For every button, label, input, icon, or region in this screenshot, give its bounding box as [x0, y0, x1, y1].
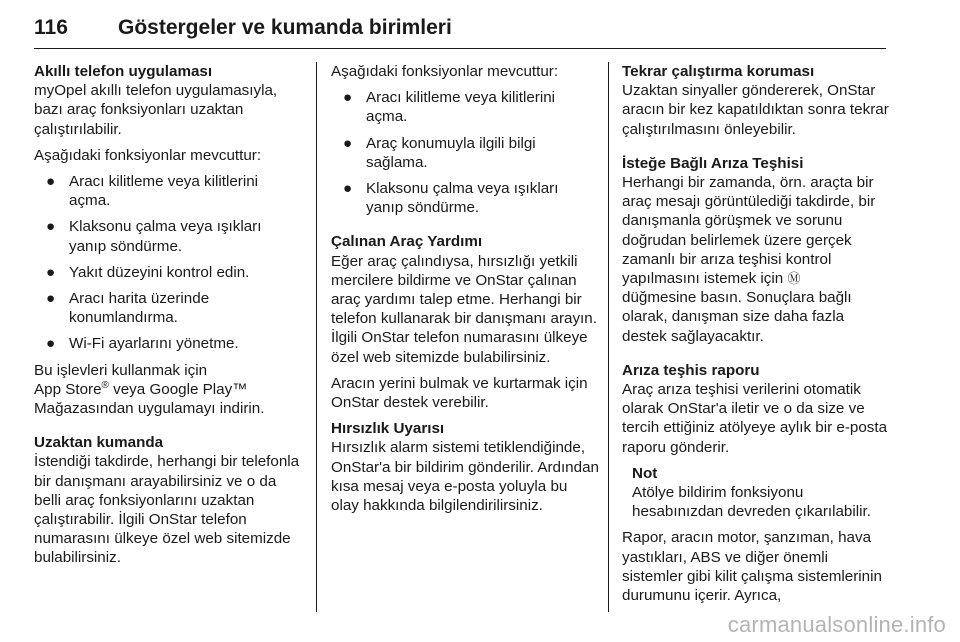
section-heading-remote-control: Uzaktan kumanda — [34, 434, 164, 452]
paragraph: Hırsızlık alarm sistemi tetiklendiğinde, OnStar'a bir bildirim gönderilir. Ardından kısa mesaj veya e-posta yoluyla bu olay hakkında bilgilendirilirsiniz. — [331, 439, 599, 515]
section-heading-diagnostic-report: Arıza teşhis raporu — [622, 361, 760, 379]
section-heading-stolen-vehicle: Çalınan Araç Yardımı — [331, 233, 483, 251]
paragraph: Aşağıdaki fonksiyonlar mevcuttur: — [34, 146, 262, 164]
section-heading-theft-alert: Hırsızlık Uyarısı — [331, 420, 445, 438]
list-item: ● Klaksonu çalma veya ışıkları yanıp söndürme. — [343, 180, 559, 217]
bullet-list — [331, 88, 599, 217]
paragraph: Uzaktan sinyaller göndererek, OnStar aracın bir kez kapatıldıktan sonra tekrar çalıştırılmasını önleyebilir. — [622, 82, 889, 138]
note-heading: Not — [632, 464, 658, 482]
column-divider — [316, 62, 317, 612]
list-item: ● Araç konumuyla ilgili bilgi sağlama. — [343, 134, 536, 171]
section-heading-restart-protection: Tekrar çalıştırma koruması — [622, 63, 815, 80]
list-item: ● Aracı harita üzerinde konumlandırma. — [46, 290, 210, 327]
paragraph: Rapor, aracın motor, şanzıman, hava yastıkları, ABS ve diğer önemli sistemler gibi kilit çalışma sistemlerinin durumunu içerir. Ayrıca, — [622, 529, 882, 605]
paragraph: Aracın yerini bulmak ve kurtarmak için OnStar destek verebilir. — [331, 374, 588, 412]
paragraph: Eğer araç çalındıysa, hırsızlığı yetkili mercilere bildirme ve OnStar çalınan araç yardımı talep etme. Herhangi bir telefon kullanarak bir danışmanı arayın. İlgili OnStar telefon numarasını ülkeye özel web sitemizde bulabilirsiniz. — [331, 252, 597, 366]
list-item: ● Aracı kilitleme veya kilitlerini açma. — [46, 173, 259, 210]
column-2 — [331, 62, 599, 522]
list-item: ● Yakıt düzeyini kontrol edin. — [46, 263, 250, 281]
list-item: ● Klaksonu çalma veya ışıkları yanıp söndürme. — [46, 218, 262, 255]
page-header — [34, 8, 886, 49]
note-text: Atölye bildirim fonksiyonu hesabınızdan devreden çıkarılabilir. — [632, 484, 871, 521]
paragraph: İstendiği takdirde, herhangi bir telefonla bir danışmanı arayabilirsiniz ve o da belli araç fonksiyonlarını uzaktan çalıştırabilir. İlgili OnStar telefon numarasını ülkeye özel web sitemizde bulabilirsiniz. — [34, 453, 300, 567]
paragraph: Araç arıza teşhisi verilerini otomatik olarak OnStar'a iletir ve o da size ve tercih ettiğiniz atölyeye aylık bir e-posta raporu gönderir. — [622, 381, 888, 456]
page-number: 116 — [34, 16, 68, 39]
paragraph: Herhangi bir zamanda, örn. araçta bir araç mesajı görüntülediği takdirde, bir danışmanla görüşmek ve sorunu doğrudan belirlemek üzere gerçek zamanlı bir arıza teşhisi kontrol yapılmasını istemek için Ⓜ düğmesine basın. Sonuçlara bağlı olarak, danışman size daha fazla destek sağlayacaktır. — [622, 174, 876, 345]
list-item: ● Aracı kilitleme veya kilitlerini açma. — [343, 89, 556, 126]
paragraph: Aşağıdaki fonksiyonlar mevcuttur: — [331, 63, 559, 80]
list-item: ● Wi-Fi ayarlarını yönetme. — [46, 335, 239, 353]
note-box — [622, 464, 890, 522]
page-title: Göstergeler ve kumanda birimleri — [118, 16, 452, 39]
bullet-list — [34, 172, 302, 354]
paragraph-download: Bu işlevleri kullanmak için App Store® veya Google Play™ Mağazasından uygulamayı indirin. — [34, 361, 265, 418]
watermark: carmanualsonline.info — [727, 612, 946, 637]
column-divider — [608, 62, 609, 612]
paragraph: myOpel akıllı telefon uygulamasıyla, bazı araç fonksiyonları uzaktan çalıştırılabilir. — [34, 82, 278, 138]
onstar-button-icon: Ⓜ — [787, 271, 801, 287]
section-heading-smartphone-app: Akıllı telefon uygulaması — [34, 63, 213, 80]
column-1 — [34, 62, 302, 575]
column-3 — [622, 62, 890, 612]
section-heading-on-demand-diagnosis: İsteğe Bağlı Arıza Teşhisi — [622, 154, 804, 172]
